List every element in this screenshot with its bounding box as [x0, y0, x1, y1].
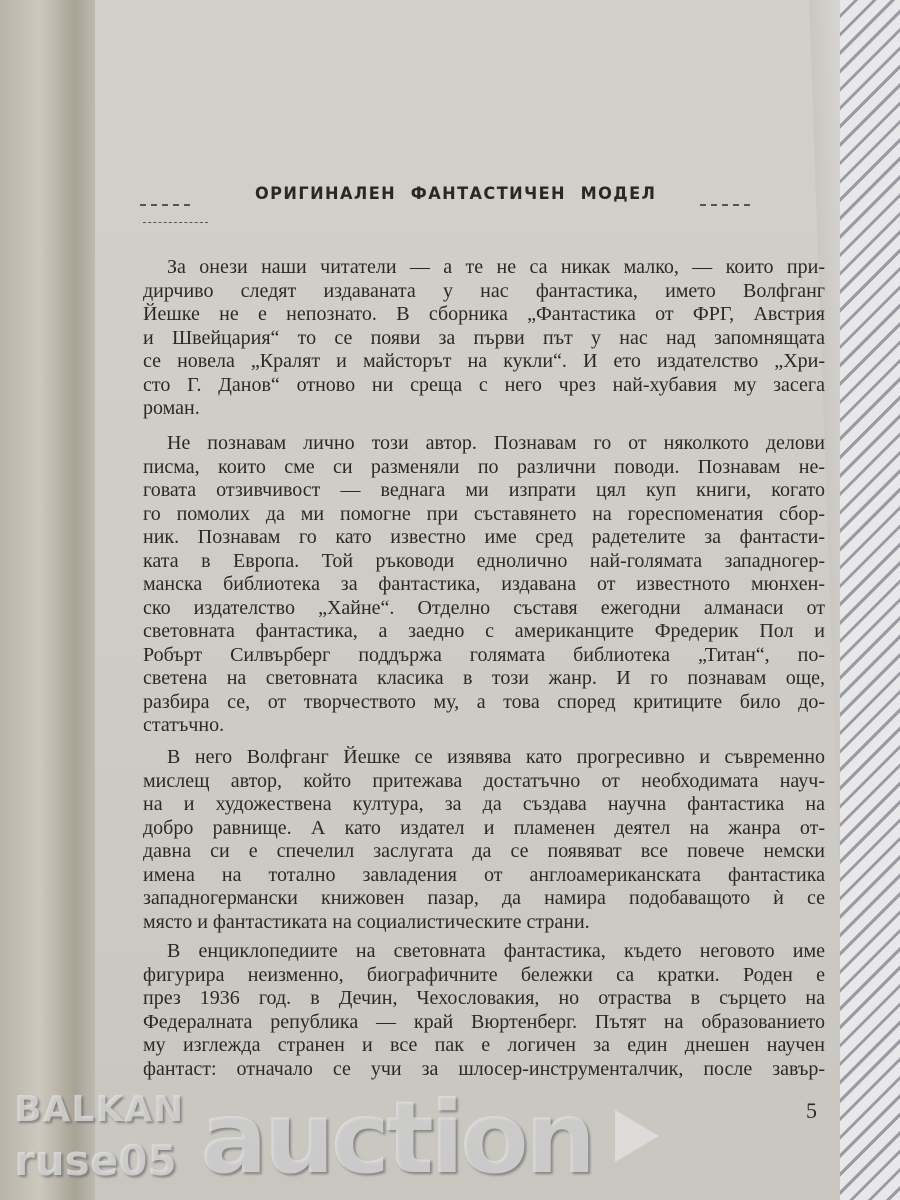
book-spine: [0, 0, 100, 1200]
title-ornament-left-2: [143, 222, 208, 224]
text-line: В него Волфганг Йешке се изявява като прогресивно и съвременно: [167, 746, 825, 768]
text-line: ник. Познавам го като известно име сред радетелите за фантасти-: [143, 526, 825, 548]
text-line: роман.: [143, 397, 200, 419]
text-line: западногермански книжовен пазар, да намира подобаващото ѝ се: [143, 887, 825, 909]
text-line: сто Г. Данов“ отново ни среща с него чрез най-хубавия му засега: [143, 373, 825, 396]
text-line: светена на световната класика в този жанр. И го познавам още,: [143, 667, 825, 689]
text-line: Федералната република — край Вюртенберг. Пътят на образованието: [143, 1010, 825, 1033]
text-line: през 1936 год. в Дечин, Чехословакия, но отраства в сърцето на: [143, 987, 825, 1009]
text-line: място и фантастиката на социалистическите страни.: [143, 910, 590, 933]
paragraph-1: [143, 256, 825, 421]
watermark-logo-auction: auction: [200, 1079, 592, 1196]
text-line: разбира се, от творчеството му, а това според критиците било до-: [143, 690, 825, 713]
paragraph-4: [143, 940, 825, 1081]
text-line: фигурира неизменно, биографичните бележки са кратки. Роден е: [143, 963, 825, 986]
paragraph-3: [143, 746, 825, 934]
text-line: се новела „Кралят и майсторът на кукли“. И ето издателство „Хри-: [143, 350, 825, 372]
text-line: В енциклопедиите на световната фантастика, където неговото име: [167, 940, 825, 962]
page-number: 5: [806, 1098, 817, 1123]
text-line: Не познавам лично този автор. Познавам го от няколкото делови: [167, 432, 825, 454]
text-line: ско издателство „Хайне“. Отделно съставя ежегодни алманаси от: [143, 596, 825, 619]
text-line: Робърт Силвърберг поддържа голямата библиотека „Титан“, по-: [143, 643, 825, 666]
text-line: добро равнище. А като издател и пламенен деятел на жанра от-: [143, 816, 825, 839]
text-line: говата отзивчивост — веднага ми изпрати цял куп книги, когато: [143, 479, 825, 501]
text-line: статъчно.: [143, 714, 225, 736]
text-line: ката в Европа. Той ръководи еднолично най-голямата западногер-: [143, 549, 825, 572]
background-fabric: [840, 0, 900, 1200]
text-line: дирчиво следят издаваната у нас фантастика, името Волфганг: [143, 279, 825, 302]
text-line: му изглежда странен и все пак е логичен за един днешен научен: [143, 1034, 825, 1056]
watermark-seller: ruse05: [14, 1136, 177, 1185]
text-line: и Швейцария“ то се появи за първи път у нас над запомнящата: [143, 326, 825, 349]
paragraph-2: [143, 432, 825, 738]
text-line: давна си е спечелил заслугата да се появяват все повече немски: [143, 840, 825, 862]
title-ornament-left: [140, 204, 190, 207]
text-line: манска библиотека за фантастика, издавана от известното мюнхен-: [143, 573, 825, 595]
watermark-play-icon: [615, 1110, 659, 1162]
text-line: Йешке не е непознато. В сборника „Фантастика от ФРГ, Австрия: [143, 303, 825, 325]
text-line: За онези наши читатели — а те не са никак малко, — които при-: [167, 256, 825, 278]
text-line: писма, които сме си разменяли по различни поводи. Познавам не-: [143, 455, 825, 478]
text-line: на и художествена култура, за да създава научна фантастика на: [143, 793, 825, 815]
text-line: световната фантастика, а заедно с американците Фредерик Пол и: [143, 620, 825, 642]
text-line: мислещ автор, който притежава достатъчно от необходимата науч-: [143, 769, 825, 792]
text-line: фантаст: отначало се учи за шлосер-инструменталчик, после завър-: [143, 1057, 825, 1080]
text-line: имена на тотално завладения от англоамериканската фантастика: [143, 863, 825, 886]
title-ornament-right: [700, 204, 750, 207]
watermark-logo-balkan: BALKAN: [14, 1089, 185, 1130]
chapter-title: ОРИГИНАЛЕН ФАНТАСТИЧЕН МОДЕЛ: [255, 184, 657, 204]
text-line: го помолих да ми помогне при съставянето на гореспоменатия сбор-: [143, 502, 825, 525]
